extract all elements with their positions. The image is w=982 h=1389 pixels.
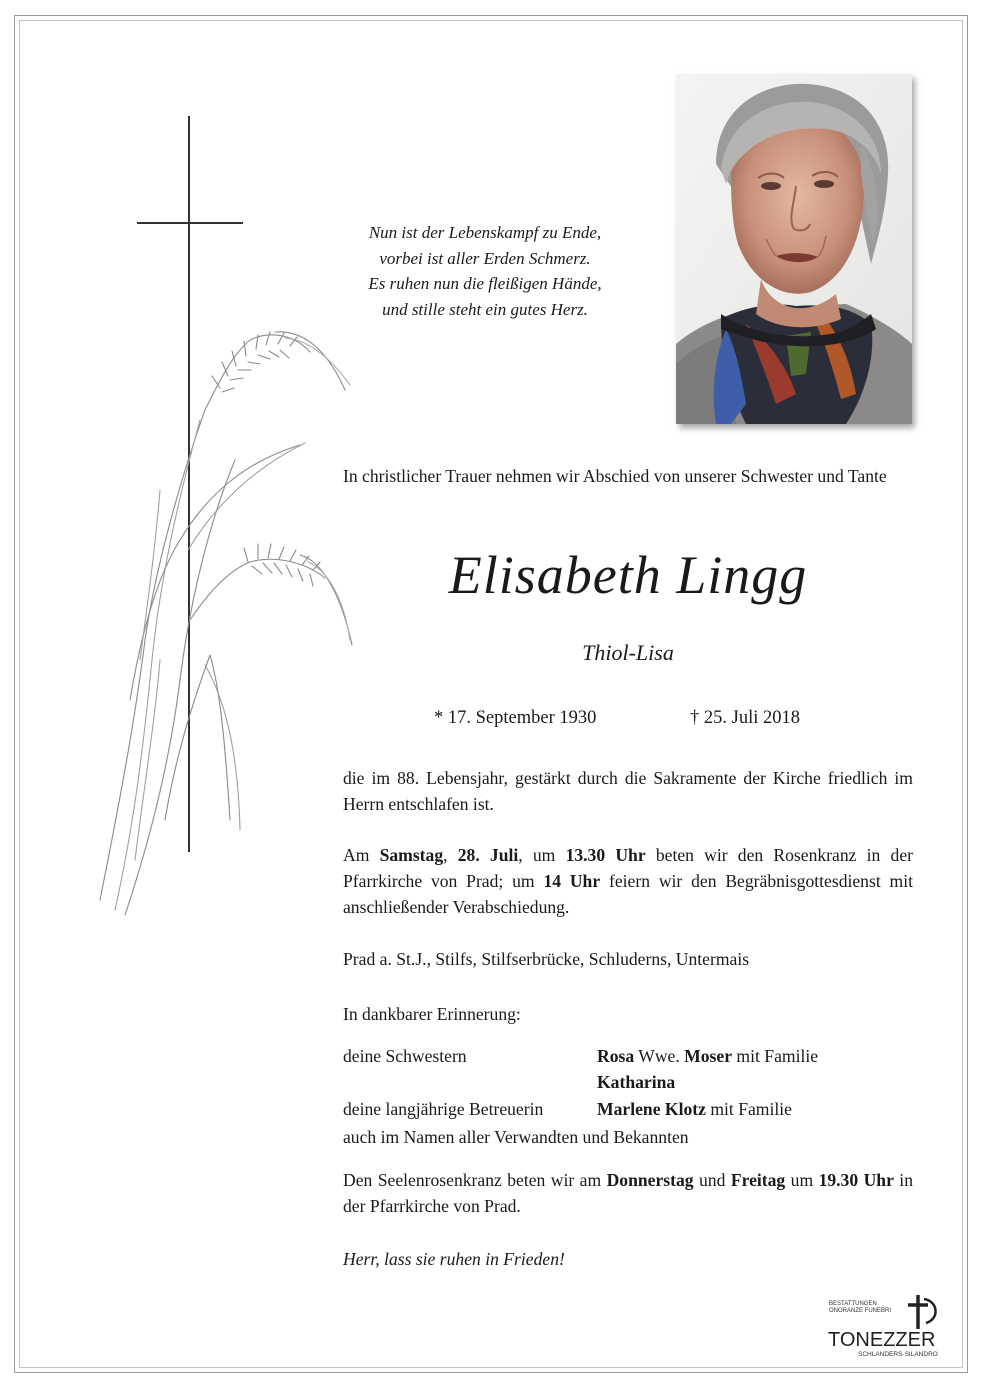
rosary-time: 19.30 Uhr — [818, 1170, 894, 1190]
mourner-name: Rosa — [597, 1046, 635, 1066]
portrait-photo-icon — [676, 74, 912, 424]
poem-line: Nun ist der Lebenskampf zu Ende, — [368, 223, 602, 242]
mourner-text: mit Familie — [732, 1046, 819, 1066]
funeral-text-part: beten wir den Rosenkranz in der Pfarrkirche von Prad; um — [343, 845, 913, 891]
death-date: † 25. Juli 2018 — [690, 708, 800, 728]
mourner-name: Moser — [684, 1046, 733, 1066]
closing-prayer: Herr, lass sie ruhen in Frieden! — [343, 1249, 565, 1269]
mourner-text: auch im Namen aller Verwandten und Bekannten — [343, 1127, 689, 1147]
logo-sub: SCHLANDERS·SILANDRO — [858, 1351, 938, 1358]
funeral-text — [343, 842, 913, 920]
funeral-home-logo — [826, 1291, 946, 1361]
rosary-day: Donnerstag — [606, 1170, 694, 1190]
passing-text: die im 88. Lebensjahr, gestärkt durch die Sakramente der Kirche friedlich im Herrn entschlafen ist. — [343, 768, 913, 814]
deceased-name: Elisabeth Lingg — [448, 545, 808, 605]
funeral-day: Samstag — [379, 845, 444, 865]
intro-text: In christlicher Trauer nehmen wir Abschied von unserer Schwester und Tante — [343, 466, 887, 486]
logo-name: TONEZZER — [828, 1329, 936, 1351]
funeral-text-part: , — [443, 845, 458, 865]
logo-top-line: ONORANZE FUNEBRI — [829, 1308, 892, 1314]
mourner-name: Katharina — [597, 1072, 676, 1092]
birth-date: * 17. September 1930 — [434, 708, 597, 728]
funeral-text-part: feiern wir den Begräbnisgottesdienst mit anschließender Verabschiedung. — [343, 871, 913, 917]
memorial-poem — [330, 220, 640, 322]
mass-time: 14 Uhr — [543, 871, 601, 891]
deceased-nickname: Thiol-Lisa — [582, 640, 674, 665]
mourner-text: Wwe. — [634, 1046, 685, 1066]
mourner-label: deine langjährige Betreuerin — [343, 1099, 544, 1119]
portrait-photo — [676, 74, 912, 424]
logo-top-line: BESTATTUNGEN — [829, 1301, 877, 1307]
poem-line: und stille steht ein gutes Herz. — [382, 299, 588, 319]
rosary-text-part: in der Pfarrkirche von Prad. — [343, 1170, 913, 1216]
tonezzer-logo-icon — [826, 1291, 946, 1361]
rosary-text — [343, 1167, 913, 1219]
rosary-text-part: Den Seelenrosenkranz beten wir am — [343, 1170, 607, 1190]
logo-cross-icon — [908, 1295, 936, 1329]
mourner-label: deine Schwestern — [343, 1046, 467, 1066]
poem-line: vorbei ist aller Erden Schmerz. — [379, 248, 591, 268]
poem-line: Es ruhen nun die fleißigen Hände, — [368, 274, 602, 293]
funeral-date: 28. Juli — [457, 845, 519, 865]
rosary-time: 13.30 Uhr — [565, 845, 646, 865]
rosary-day: Freitag — [730, 1170, 786, 1190]
mourner-names — [597, 1069, 675, 1095]
rosary-text-part: um — [785, 1170, 819, 1190]
mourner-names — [597, 1043, 818, 1069]
places-text: Prad a. St.J., Stilfs, Stilfserbrücke, Schluderns, Untermais — [343, 949, 750, 969]
funeral-text-part: , um — [518, 845, 566, 865]
wheat-icon — [100, 332, 352, 915]
mourner-names — [597, 1096, 792, 1122]
mourner-name: Marlene Klotz — [597, 1099, 706, 1119]
funeral-text-part: Am — [343, 845, 380, 865]
memory-heading: In dankbarer Erinnerung: — [343, 1004, 521, 1024]
mourner-text: mit Familie — [705, 1099, 792, 1119]
rosary-text-part: und — [693, 1170, 731, 1190]
